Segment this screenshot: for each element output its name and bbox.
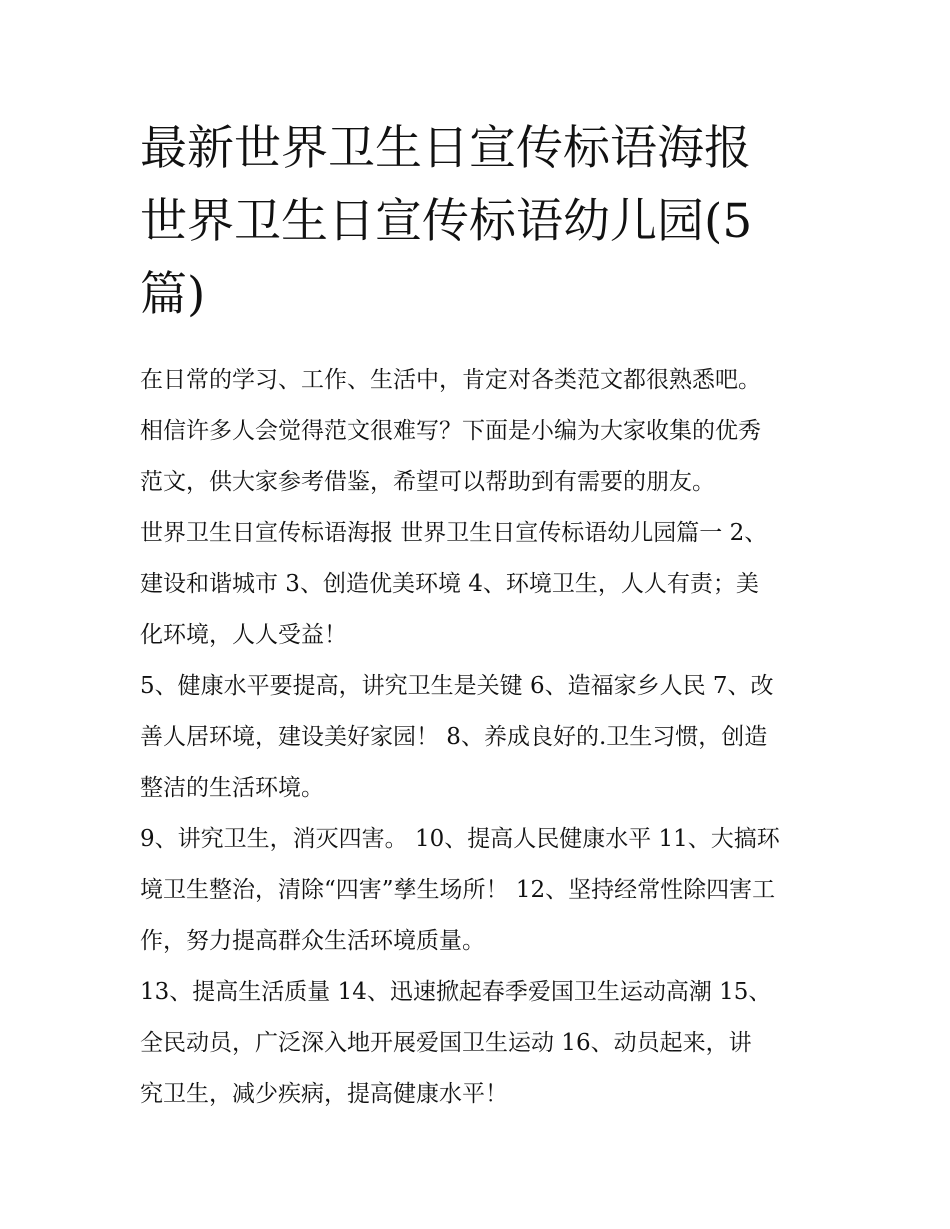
text-line: 9、讲究卫生，消灭四害。 10、提高人民健康水平 11、大搞环	[140, 826, 780, 852]
text-line: 世界卫生日宣传标语海报 世界卫生日宣传标语幼儿园篇一 2、	[140, 520, 768, 546]
text-line: 化环境，人人受益！	[140, 622, 347, 648]
text-line: 相信许多人会觉得范文很难写？下面是小编为大家收集的优秀	[140, 418, 761, 444]
text-line: 境卫生整治，清除“四害”孳生场所！ 12、坚持经常性除四害工	[140, 877, 776, 903]
paragraph-slogans-2	[140, 661, 830, 814]
paragraph-intro	[140, 355, 830, 508]
paragraph-slogans-4	[140, 967, 830, 1120]
document-title	[140, 112, 820, 331]
document-body	[140, 355, 830, 1120]
text-line: 全民动员，广泛深入地开展爱国卫生运动 16、动员起来，讲	[140, 1030, 752, 1056]
title-line: 篇)	[140, 267, 206, 322]
title-line: 最新世界卫生日宣传标语海报	[140, 121, 751, 176]
title-line: 世界卫生日宣传标语幼儿园(5	[140, 194, 753, 249]
text-line: 整洁的生活环境。	[140, 775, 324, 801]
text-line: 5、健康水平要提高，讲究卫生是关键 6、造福家乡人民 7、改	[140, 673, 774, 699]
text-line: 究卫生，减少疾病，提高健康水平！	[140, 1081, 508, 1107]
paragraph-slogans-3	[140, 814, 830, 967]
text-line: 善人居环境，建设美好家园！ 8、养成良好的.卫生习惯，创造	[140, 724, 768, 750]
text-line: 13、提高生活质量 14、迅速掀起春季爱国卫生运动高潮 15、	[140, 979, 772, 1005]
text-line: 建设和谐城市 3、创造优美环境 4、环境卫生，人人有责；美	[140, 571, 759, 597]
paragraph-slogans-1	[140, 508, 830, 661]
text-line: 范文，供大家参考借鉴，希望可以帮助到有需要的朋友。	[140, 469, 715, 495]
text-line: 作，努力提高群众生活环境质量。	[140, 928, 485, 954]
text-line: 在日常的学习、工作、生活中，肯定对各类范文都很熟悉吧。	[140, 367, 761, 393]
